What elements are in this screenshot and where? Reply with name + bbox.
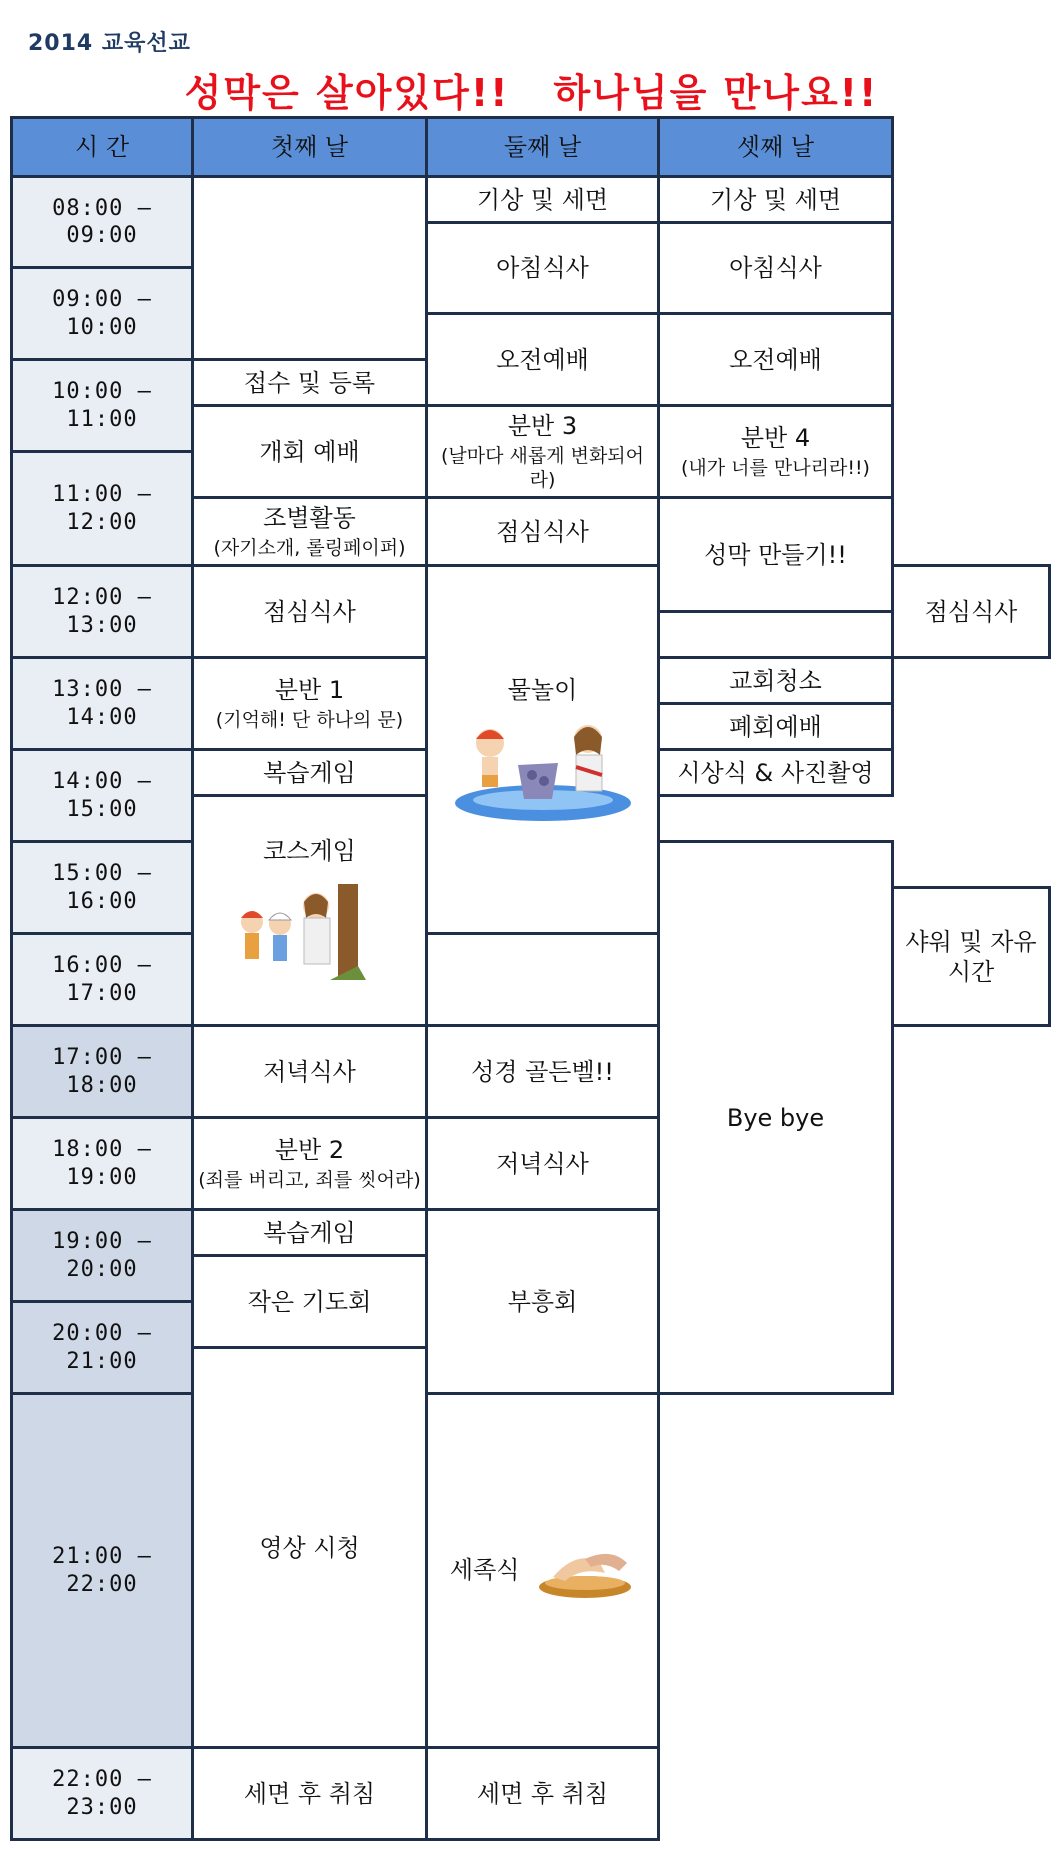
day1-empty (193, 177, 427, 360)
day2-revival: 부흥회 (427, 1210, 659, 1394)
day3-award: 시상식 & 사진촬영 (659, 750, 893, 796)
day3-class4-sub: (내가 너를 만나리라!!) (681, 456, 870, 479)
day3-tabernacle: 성막 만들기!! (659, 498, 893, 612)
time-slot: 22:00 – 23:00 (12, 1748, 193, 1840)
day1-course: 코스게임 (193, 796, 427, 1026)
time-slot: 15:00 – 16:00 (12, 842, 193, 934)
day3-closing: 폐회예배 (659, 704, 893, 750)
day1-class1: 분반 1 (기억해! 단 하나의 문) (193, 658, 427, 750)
water-play-illustration (448, 715, 638, 825)
day1-prayer: 작은 기도회 (193, 1256, 427, 1348)
day1-group-sub: (자기소개, 롤링페이퍼) (213, 536, 406, 559)
day2-wake: 기상 및 세면 (427, 177, 659, 223)
time-slot: 17:00 – 18:00 (12, 1026, 193, 1118)
time-slot: 09:00 – 10:00 (12, 268, 193, 360)
day1-class1-sub: (기억해! 단 하나의 문) (215, 708, 404, 731)
day3-class4: 분반 4 (내가 너를 만나리라!!) (659, 406, 893, 498)
time-slot: 12:00 – 13:00 (12, 566, 193, 658)
schedule-table (10, 116, 1051, 1841)
day2-bed: 세면 후 취침 (427, 1748, 659, 1840)
day1-review2: 복습게임 (193, 1210, 427, 1256)
time-slot: 21:00 – 22:00 (12, 1394, 193, 1748)
day3-worship: 오전예배 (659, 314, 893, 406)
day1-video: 영상 시청 (193, 1348, 427, 1748)
time-slot: 08:00 – 09:00 (12, 177, 193, 268)
day2-breakfast: 아침식사 (427, 223, 659, 314)
time-slot: 20:00 – 21:00 (12, 1302, 193, 1394)
course-game-illustration (230, 876, 390, 986)
day2-footwash: 세족식 (427, 1394, 659, 1748)
day2-dinner: 저녁식사 (427, 1118, 659, 1210)
day1-opening: 개회 예배 (193, 406, 427, 498)
time-slot: 13:00 – 14:00 (12, 658, 193, 750)
day1-group: 조별활동 (자기소개, 롤링페이퍼) (193, 498, 427, 566)
day1-bed: 세면 후 취침 (193, 1748, 427, 1840)
day1-lunch: 점심식사 (193, 566, 427, 658)
col-header-time: 시 간 (12, 118, 193, 177)
day2-shower: 샤워 및 자유시간 (893, 888, 1050, 1026)
day3-wake: 기상 및 세면 (659, 177, 893, 223)
day3-bye: Bye bye (659, 842, 893, 1394)
day1-dinner: 저녁식사 (193, 1026, 427, 1118)
day1-class2-sub: (죄를 버리고, 죄를 씻어라) (198, 1168, 421, 1191)
col-header-day3: 셋째 날 (659, 118, 893, 177)
time-slot: 16:00 – 17:00 (12, 934, 193, 1026)
col-header-day1: 첫째 날 (193, 118, 427, 177)
title-part-2: 하나님을 만나요!! (553, 71, 879, 115)
day2-bell: 성경 골든벨!! (427, 1026, 659, 1118)
day2-worship: 오전예배 (427, 314, 659, 406)
day1-review1: 복습게임 (193, 750, 427, 796)
page-title (0, 62, 1063, 117)
time-slot: 18:00 – 19:00 (12, 1118, 193, 1210)
title-part-1: 성막은 살아있다!! (184, 71, 510, 115)
col-header-day2: 둘째 날 (427, 118, 659, 177)
day2-class3-sub: (날마다 새롭게 변화되어라) (440, 444, 645, 491)
time-slot: 11:00 – 12:00 (12, 452, 193, 566)
day1-class2: 분반 2 (죄를 버리고, 죄를 씻어라) (193, 1118, 427, 1210)
day3-cleaning: 교회청소 (659, 658, 893, 704)
day3-lunch: 점심식사 (893, 566, 1050, 658)
day1-reception: 접수 및 등록 (193, 360, 427, 406)
time-slot: 10:00 – 11:00 (12, 360, 193, 452)
footwash-illustration (535, 1541, 635, 1601)
time-slot: 19:00 – 20:00 (12, 1210, 193, 1302)
day2-water: 물놀이 (427, 566, 659, 934)
day2-lunch: 점심식사 (427, 498, 659, 566)
day2-class3: 분반 3 (날마다 새롭게 변화되어라) (427, 406, 659, 498)
event-label: 2014 교육선교 (28, 31, 191, 56)
day3-breakfast: 아침식사 (659, 223, 893, 314)
time-slot: 14:00 – 15:00 (12, 750, 193, 842)
